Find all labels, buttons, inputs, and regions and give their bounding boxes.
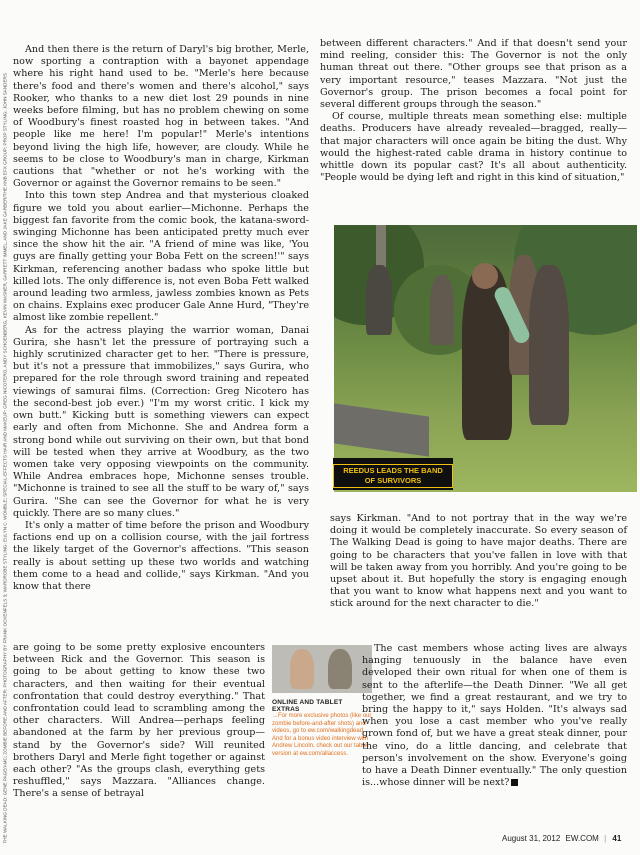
paragraph: says Kirkman. "And to not portray that in the way we're doing it would be completely inaccurate. So every season of The Walking Dead is going to have major deaths. There are going to be characters that you've fallen in love with that will be taken away from you horribly. And you're going to be upset about it. But hopefully the story is engaging enough that you want to know what happens next and you want to stick around for the next character to die." — [330, 513, 627, 610]
paragraph: Of course, multiple threats mean something else: multiple deaths. Producers have already revealed—bragged, really—that major characters will once again be biting the dust. Why would the highest-rated cable drama in history continue to whittle down its popular cast? It's all about authenticity. "People would be dying left and right in this kind of situation," — [320, 111, 627, 184]
extras-body[interactable]: →For more exclusive photos (like our zombie before-and-after shots) and videos, go to ew.com/walkingdead. And for a bonus video interview with Andrew Lincoln, check out our tablet version at ew.com/allaccess. — [272, 713, 372, 757]
article-left-lower-column — [13, 642, 265, 801]
paragraph: It's only a matter of time before the prison and Woodbury factions end up on a collision course, with the jail fortress the likely target of the Governor's affections. "This season really is about setting up these two worlds and watching them come to a head and collide," says Kirkman. "And you know that there — [13, 519, 309, 592]
paragraph: are going to be some pretty explosive encounters between Rick and the Governor. This season is going to be about getting to know these two characters, and then waiting for their eventual confrontation that could destroy everything." That confrontation could lead to scrambling among the other characters. Will Andrea—perhaps feeling abandoned at the farm by her previous group—stand by the Governor's side? Will reunited brothers Daryl and Merle fight together or against each other? "As the groups clash, everything gets reshuffled," says Mazzara. "Alliances change. There's a sense of betrayal — [13, 642, 265, 800]
article-right-mid-column — [330, 513, 627, 611]
paragraph: As for the actress playing the warrior woman, Danai Gurira, she hasn't let the pressure of portraying such a highly scrutinized character get to her. "There is pressure, but it's not a pressure that immobilizes," says Gurira, who prepared for the role through sword training and repeated viewings of samurai films. (Correction: Greg Nicotero has the second-best job ever.) "I'm my worst critic. I kick my own butt." Kicking butt is something viewers can expect early and often from Michonne. She and Andrea form a strong bond while out surviving on their own, but that bond will be tested when they arrive at Woodbury, as the two women take very opposing viewpoints on the community. While Andrea embraces hope, Michonne senses trouble. "Michonne is trained to see all the stuff to be wary of," says Gurira. "She can see the Governor for what he is very quickly. There are so many clues." — [13, 324, 309, 519]
survivors-photo — [334, 225, 637, 492]
paragraph: between different characters." And if that doesn't send your mind reeling, consider this: The Governor is not the only human threat out there. "Other groups see that prison as a very important resource," teases Mazzara. "Not just the Governor's group. The prison becomes a focal point for several different groups through the season." — [320, 38, 627, 111]
folio-divider: | — [604, 834, 607, 843]
photo-caption-text: REEDUS LEADS THE BAND OF SURVIVORS — [333, 464, 453, 488]
paragraph — [362, 643, 627, 789]
issue-date: August 31, 2012 — [502, 834, 561, 843]
end-mark — [511, 779, 518, 786]
page-number: 41 — [612, 834, 622, 843]
photo-credit-text: THE WALKING DEAD: GENE PAGE/AMC; ZOMBIE BEFORE AND AFTER: PHOTOGRAPHY BY FRANK OCKENFELS 3; WARDROBE STYLING: EULYN C. WOMBLE; SPECIAL-EFFECTS HAIR AND MAKEUP: GREG NICOTERO, ANDY SCHOENBERG, KEVIN WASNER, GARRETT IMMEL, AND JAKE GARBER/THE KNB EFX GROUP; PROP STYLING: JOHN SANDERS — [2, 73, 8, 844]
article-left-column — [13, 44, 309, 593]
article-right-bottom-column — [362, 643, 627, 789]
paragraph: Into this town step Andrea and that mysterious cloaked figure we told you about earlier—Michonne. Perhaps the biggest fan favorite from the comic book, the katana-sword-swinging Michonne has been anticipated pretty much ever since the show hit the air. "A friend of mine was like, 'You guys are finally getting your Boba Fett on the screen!'" says Kirkman, referencing another badass who spoke little but killed lots. The only difference is, not even Boba Fett walked around leading two armless, jawless zombies known as Pets on chains. Explains exec producer Gale Anne Hurd, "They're almost like zombie repellent." — [13, 190, 309, 324]
extras-title: ONLINE AND TABLET EXTRAS — [272, 699, 343, 713]
zombie-before-after-thumbnail — [272, 645, 372, 693]
photo-caption — [333, 458, 453, 490]
paragraph: And then there is the return of Daryl's big brother, Merle, now sporting a contraption with a bayonet appendage where his right hand used to be. "Merle's here because there's food and there's women and there's alcohol," says Rooker, who thanks to a new diet lost 29 pounds in nine weeks before filming, but has no problem chewing on some of Woodbury's finest roasted hog in between takes. "And people like me here! I'm popular!" Merle's intentions beyond living the high life, however, are cloudy. While he seems to be close to Woodbury's man in charge, Kirkman cautions that "whether or not he's working with the Governor or against the Governor remains to be seen." — [13, 44, 309, 190]
photo-credit — [0, 73, 10, 850]
closing-paragraph-text: The cast members whose acting lives are always hanging tenuously in the balance have even developed their own ritual for when one of them is sent to the afterlife—the Death Dinner. "We all get together, we find a great restaurant, and we try to bring the happy to it," says Holden. "It's always sad when you lose a cast member who you've really grown fond of, but we have a great steak dinner, pour the vino, do a little dancing, and celebrate that person's involvement on the show. Everyone's going to have a Death Dinner eventually." The only question is...whose dinner will be next? — [362, 643, 627, 789]
page-folio — [502, 834, 621, 843]
online-extras-box — [272, 645, 372, 758]
site-name: EW.COM — [565, 834, 599, 843]
article-right-top-column — [320, 38, 627, 184]
